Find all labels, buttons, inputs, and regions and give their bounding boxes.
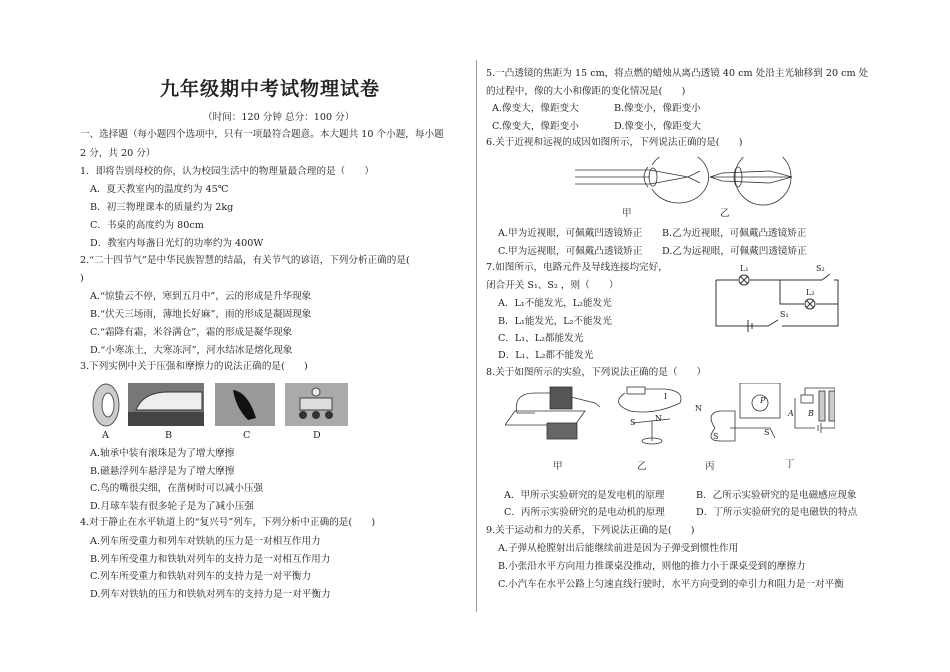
q3-image-label-b: B (165, 430, 173, 441)
bird-image (215, 383, 275, 426)
fig-label-jia: 甲 (553, 461, 563, 472)
q8-option-c: C．丙所示实验研究的是电动机的原理 (504, 507, 665, 518)
q9-option-a: A.子弹从枪膛射出后能继续前进是因为子弹受到惯性作用 (498, 543, 739, 554)
eye-diagrams (570, 157, 800, 209)
q7-option-a: A．L₁不能发光，L₂能发光 (498, 298, 612, 309)
figure-ding-electromagnet (795, 388, 835, 433)
q3-option-c: C.鸟的嘴很尖细，在凿树时可以减小压强 (90, 483, 264, 494)
q5-option-c: C.像变大，像距变小 (492, 121, 579, 132)
question-8: 8.关于如图所示的实验，下列说法正确的是（ ） (486, 367, 707, 378)
q1-option-b: B．初三物理课本的质量约为 2kg (90, 202, 234, 213)
circuit-label-s2: S₂ (816, 264, 825, 273)
q3-image-label-d: D (313, 430, 321, 441)
fig-bing-label-s: S (713, 432, 719, 441)
question-2-cont: ) (80, 273, 84, 284)
q5-option-d: D.像变小，像距变大 (614, 121, 702, 132)
q8-option-a: A．甲所示实验研究的是发电机的原理 (504, 490, 665, 501)
q9-option-c: C.小汽车在水平公路上匀速直线行驶时，水平方向受到的牵引力和阻力是一对平衡 (498, 579, 844, 590)
q3-image-label-a: A (102, 430, 109, 441)
section-heading-cont: 2 分，共 20 分） (80, 148, 156, 159)
myopia-eye-diagram (575, 157, 709, 203)
fig-yi-label-i: I (664, 392, 668, 401)
q2-option-b: B.“伏天三场雨，薄地长好麻”，雨的形成是凝固现象 (90, 309, 312, 320)
q7-option-d: D．L₁、L₂都不能发光 (498, 350, 594, 361)
q2-option-d: D.“小寒冻土，大寒冻河”，河水结冰是熔化现象 (90, 345, 293, 356)
question-2: 2.“二十四节气”是中华民族智慧的结晶，有关节气的谚语，下列分析正确的是( (80, 255, 410, 266)
fig-label-bing: 丙 (705, 461, 715, 472)
q5-option-a: A.像变大，像距变大 (492, 103, 579, 114)
figure-bing-motor (711, 383, 780, 441)
q3-image-label-c: C (243, 430, 251, 441)
fig-ding-label-b: B (808, 409, 814, 418)
bearing-image (93, 384, 119, 426)
q3-images (88, 380, 348, 430)
fig-ding-label-s: S (764, 428, 770, 437)
question-6: 6.关于近视和远视的成因如图所示，下列说法正确的是( ) (486, 137, 743, 148)
q3-option-d: D.月球车装有很多轮子是为了减小压强 (90, 501, 254, 512)
eye-label-yi: 乙 (720, 208, 730, 219)
q6-option-b: B.乙为近视眼，可佩戴凸透镜矫正 (662, 228, 807, 239)
fig-bing-label-n: N (695, 404, 702, 413)
circuit-label-l2: L₂ (806, 288, 815, 297)
q6-option-a: A.甲为近视眼，可佩戴凹透镜矫正 (498, 228, 643, 239)
question-7: 7.如图所示，电路元件及导线连接均完好， (486, 262, 668, 273)
maglev-train-image (128, 383, 204, 426)
q8-figures (505, 383, 835, 445)
q4-option-d: D.列车对铁轨的压力和铁轨对列车的支持力是一对平衡力 (90, 589, 331, 600)
exam-info: （时间：120 分钟 总分：100 分） (203, 112, 355, 123)
q4-option-b: B.列车所受重力和铁轨对列车的支持力是一对相互作用力 (90, 554, 331, 565)
q3-option-a: A.轴承中装有滚珠是为了增大摩擦 (90, 448, 235, 459)
q2-option-a: A.“惊蛰云不停，寒到五月中”，云的形成是升华现象 (90, 291, 312, 302)
figure-yi-oersted (619, 387, 681, 444)
lunar-rover-image (285, 383, 348, 426)
q4-option-a: A.列车所受重力和列车对铁轨的压力是一对相互作用力 (90, 536, 321, 547)
figure-jia-generator-setup (505, 387, 600, 439)
fig-yi-label-s: S (630, 418, 636, 427)
circuit-label-l1: L₁ (740, 264, 749, 273)
q5-option-b: B.像变小，像距变小 (614, 103, 701, 114)
fig-yi-label-n: N (655, 414, 662, 423)
fig-label-ding: 丁 (785, 459, 795, 470)
section-heading: 一、选择题（每小题四个选项中，只有一项最符合题意。本大题共 10 个小题，每小题 (80, 129, 444, 140)
column-divider (476, 60, 477, 612)
q4-option-c: C.列车所受重力和铁轨对列车的支持力是一对平衡力 (90, 571, 312, 582)
q6-option-d: D.乙为远视眼，可佩戴凹透镜矫正 (662, 246, 807, 257)
question-5: 5.一凸透镜的焦距为 15 cm，将点燃的蜡烛从离凸透镜 40 cm 处沿主光轴移到 20 cm 处 (486, 68, 869, 79)
fig-label-yi: 乙 (637, 461, 647, 472)
question-3: 3.下列实例中关于压强和摩擦力的说法正确的是( ) (80, 361, 308, 372)
question-4: 4.对于静止在水平轨道上的“复兴号”列车，下列分析中正确的是( ) (80, 517, 376, 528)
eye-label-jia: 甲 (622, 208, 632, 219)
q1-option-a: A．夏天教室内的温度约为 45℃ (90, 184, 229, 195)
q1-option-d: D．教室内每盏日光灯的功率约为 400W (90, 238, 264, 249)
q6-option-c: C.甲为远视眼，可佩戴凸透镜矫正 (498, 246, 643, 257)
q7-option-c: C．L₁、L₂都能发光 (498, 333, 584, 344)
question-7-cont: 闭合开关 S₁、S₂ ，则（ ） (486, 280, 619, 291)
q2-option-c: C.“霜降有霜，米谷满仓”，霜的形成是凝华现象 (90, 327, 293, 338)
q3-option-b: B.磁悬浮列车悬浮是为了增大摩擦 (90, 466, 235, 477)
q8-option-d: D．丁所示实验研究的是电磁铁的特点 (696, 507, 858, 518)
question-5-cont: 的过程中，像的大小和像距的变化情况是( ) (486, 86, 686, 97)
q7-option-b: B．L₁能发光，L₂不能发光 (498, 316, 612, 327)
q1-option-c: C．书桌的高度约为 80cm (90, 220, 204, 231)
fig-ding-label-p: P (760, 396, 766, 405)
question-1: 1．即将告别母校的你，认为校园生活中的物理量最合理的是（ ） (80, 166, 374, 177)
q8-option-b: B．乙所示实验研究的是电磁感应现象 (696, 490, 857, 501)
page-title: 九年级期中考试物理试卷 (160, 78, 381, 100)
q9-option-b: B.小张沿水平方向用力推课桌没推动，则他的推力小于课桌受到的摩擦力 (498, 561, 806, 572)
circuit-label-s1: S₁ (780, 310, 789, 319)
fig-ding-label-a: A (788, 409, 794, 418)
hyperopia-eye-diagram (710, 157, 792, 205)
question-9: 9.关于运动和力的关系，下列说法正确的是( ) (486, 525, 695, 536)
